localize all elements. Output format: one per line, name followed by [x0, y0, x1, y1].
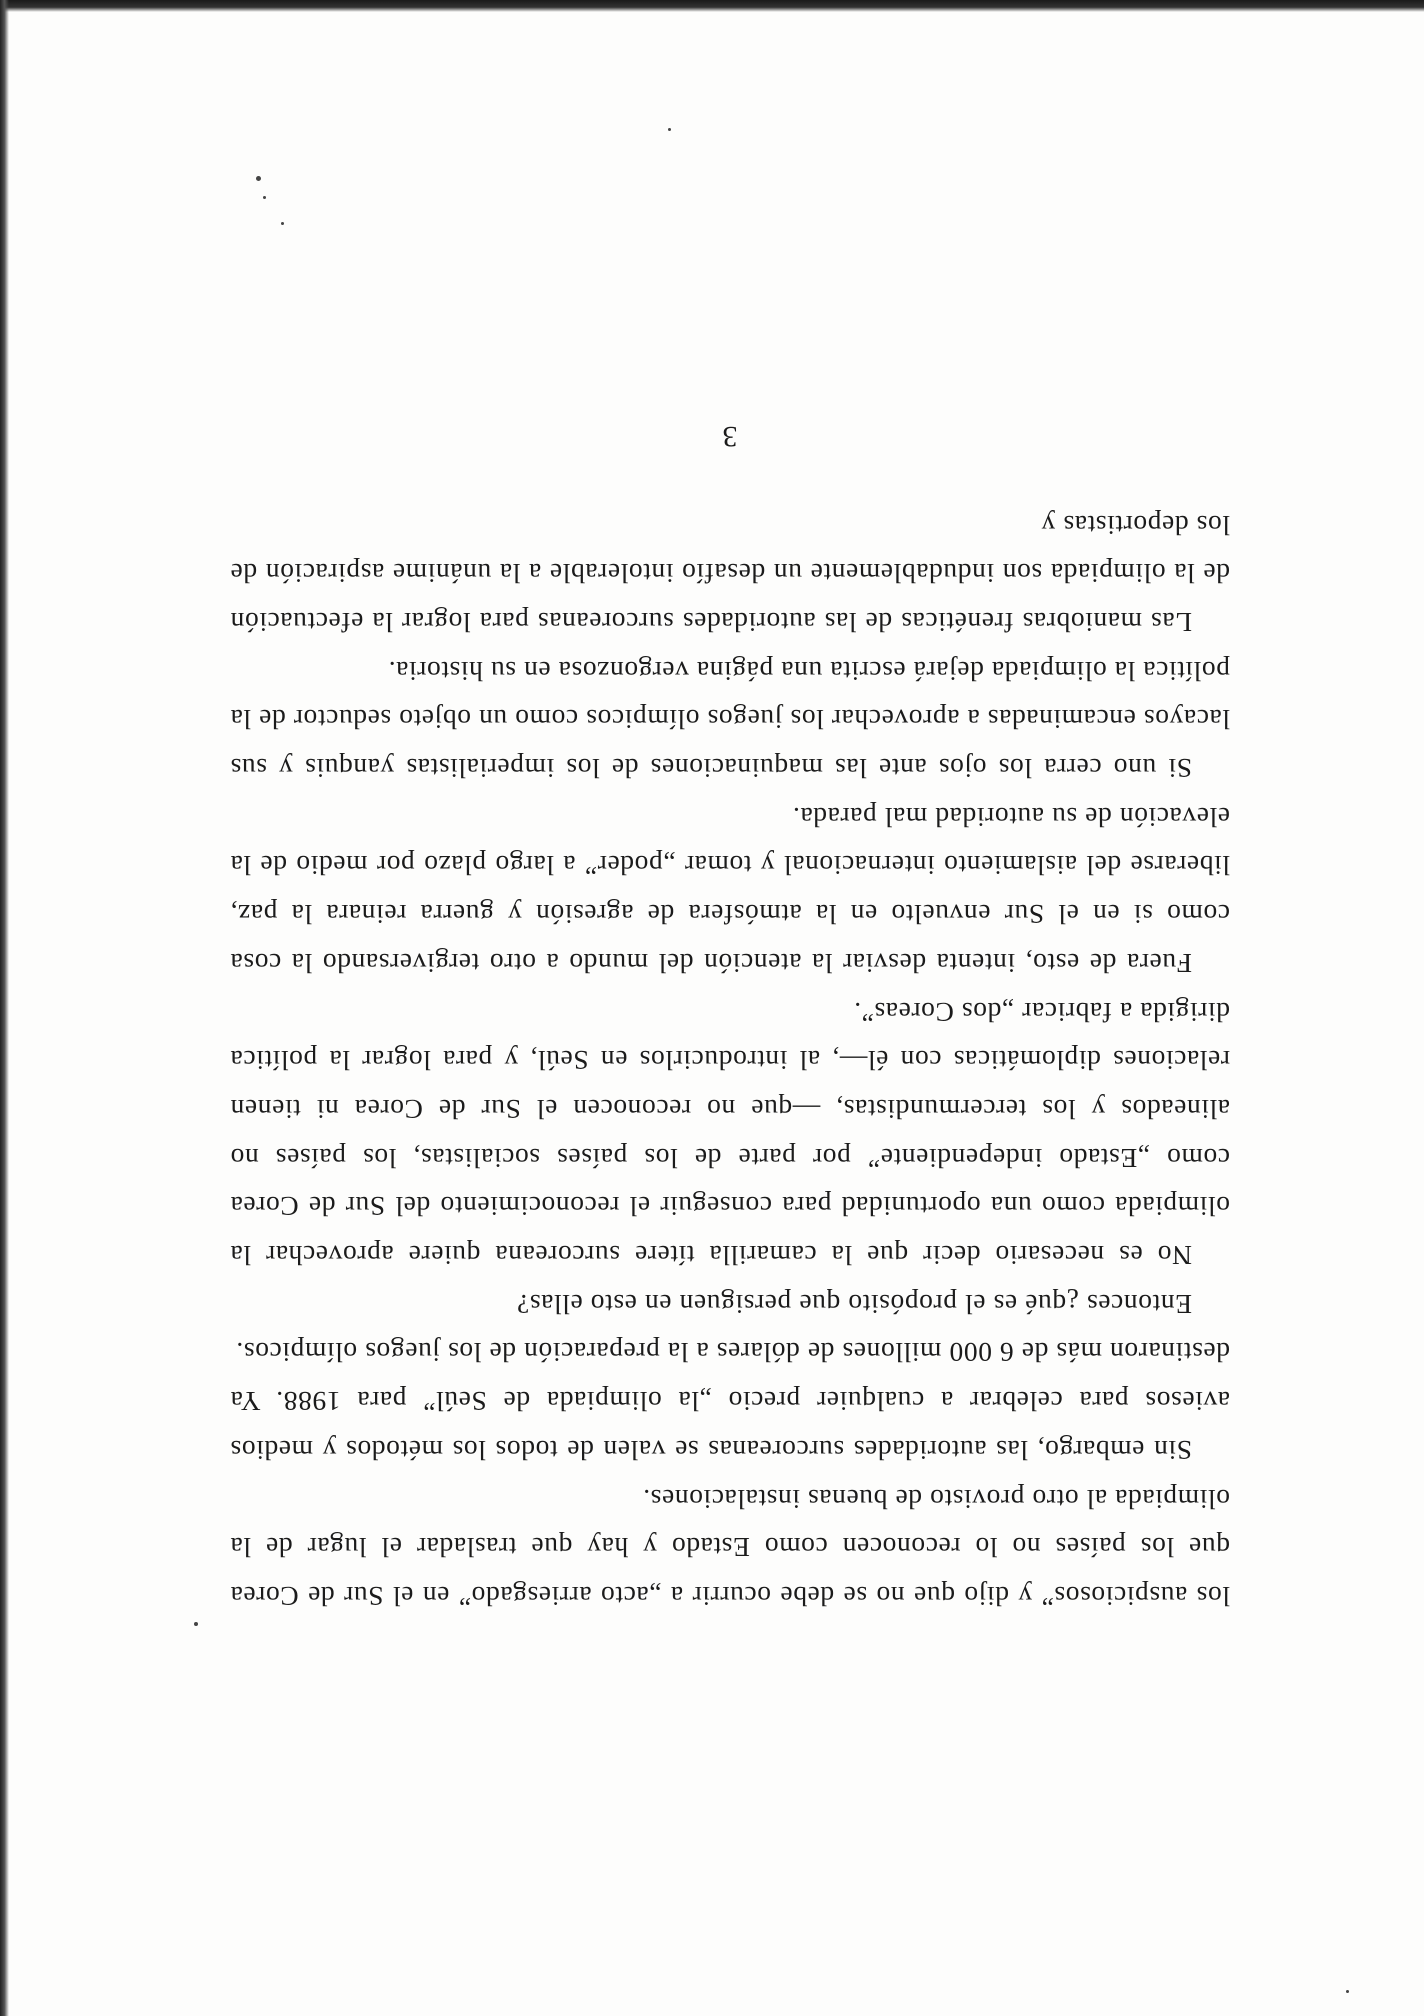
- page-number: 3: [722, 419, 738, 453]
- scan-speck: [1346, 1990, 1349, 1993]
- paragraph: Entonces ¿qué es el propósito que persiguen en esto ellas?: [516, 1288, 1192, 1320]
- paragraph: Fuera de esto, intenta desviar la atención del mundo a otro tergiversando la cosa como si en el Sur envuelto en la atmósfera de agresión y guerra reinara la paz, liberarse del aislamiento internacional y tomar „poder” a largo plazo por medio de la elevación de su autoridad mal parada.: [230, 801, 1230, 979]
- scan-border-left: [0, 0, 9, 2016]
- scan-speck: [281, 222, 284, 225]
- scan-speck: [256, 176, 261, 181]
- paragraph: Sin embargo, las autoridades surcoreanas se valen de todos los métodos y medios aviesos para celebrar a cualquier precio „la olimpiada de Seúl” para 1988. Ya destinaron más de 6 000 millones de dólares a la preparación de los juegos olímpicos.: [230, 1337, 1230, 1466]
- paragraph: Las maniobras frenéticas de las autoridades surcoreanas para lograr la efectuación de la olimpiada son indudablemente un desafío intolerable a la unánime aspiración de los deportistas y: [230, 509, 1230, 638]
- paragraph: los auspiciosos” y dijo que no se debe ocurrir a „acto arriesgado” en el Sur de Corea que los países no lo reconocen como Estado y hay que trasladar el lugar de la olimpiada al otro provisto de buenas instalaciones.: [230, 1483, 1230, 1612]
- scan-speck: [668, 128, 671, 131]
- scan-speck: [194, 1622, 198, 1626]
- paragraph: No es necesario decir que la camarilla títere surcoreana quiere aprovechar la olimpiada como una oportunidad para conseguir el reconocimiento del Sur de Corea como „Estado independiente” por parte de los países socialistas, los países no alineados y los tercermundistas, —que no reconocen el Sur de Corea ni tienen relaciones diplomáticas con él—, al introducirlos en Seúl, y para lograr la política dirigida a fabricar „dos Coreas”.: [230, 996, 1230, 1272]
- scan-speck: [263, 196, 266, 199]
- paragraph: Si uno cerra los ojos ante las maquinaciones de los imperialistas yanquis y sus lacayos encaminadas a aprovechar los juegos olímpicos como un objeto seductor de la política la olimpiada dejará escrita una página vergonzosa en su historia.: [230, 655, 1230, 785]
- scan-border-top: [0, 0, 1424, 12]
- page-text-rotated: [230, 300, 1230, 1620]
